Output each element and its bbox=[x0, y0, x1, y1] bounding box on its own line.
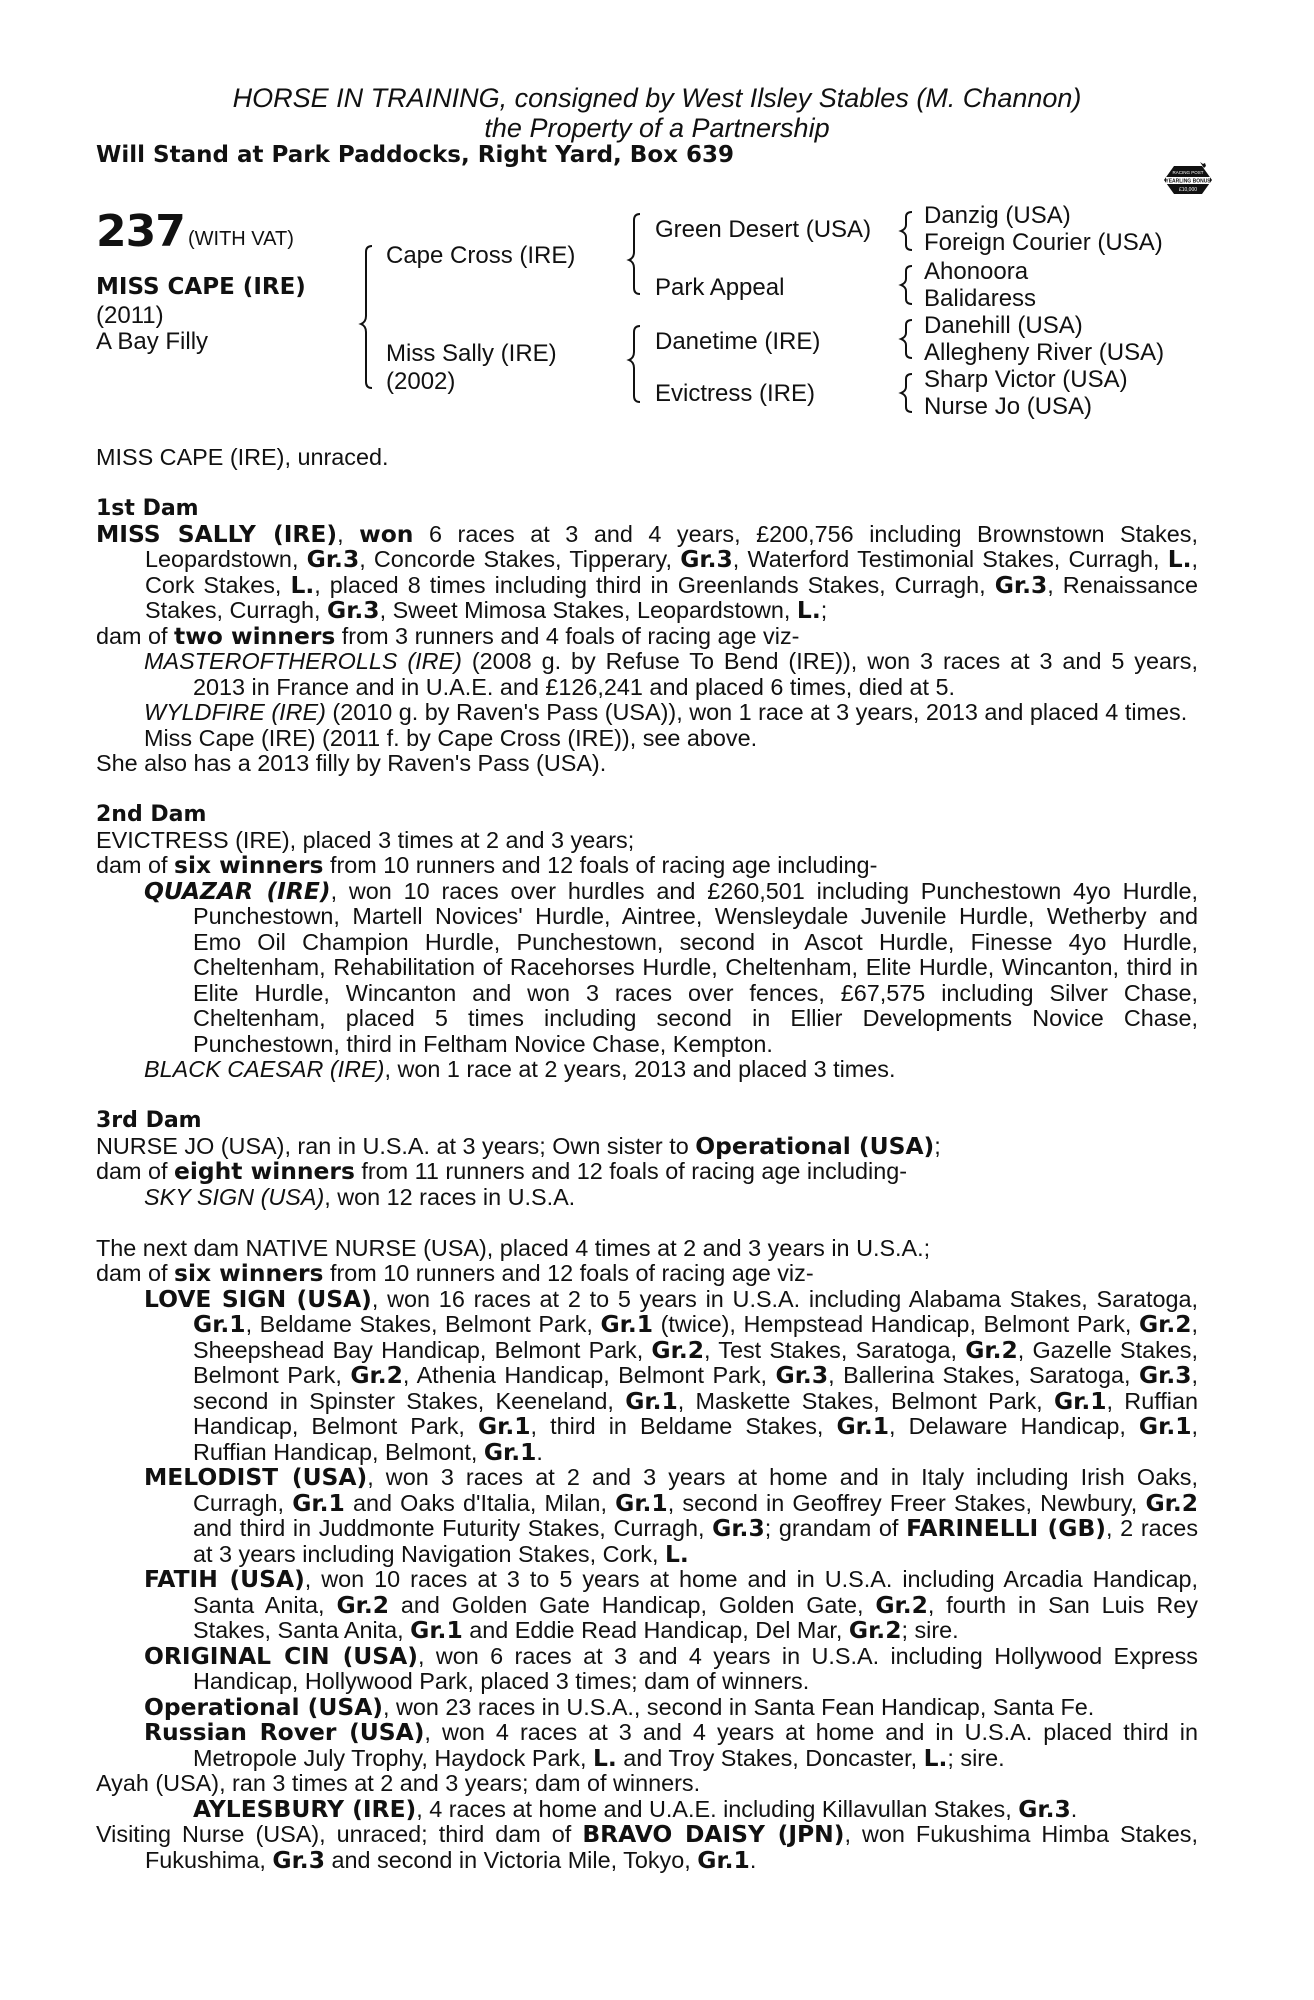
produce-entry: WYLDFIRE (IRE) (2010 g. by Raven's Pass (USA)), won 1 race at 3 years, 2013 and placed 4 times. bbox=[144, 699, 1188, 725]
grandchild-entry: AYLESBURY (IRE), 4 races at home and U.A.E. including Killavullan Stakes, Gr.3. bbox=[193, 1794, 1078, 1823]
third-dam-produce-summary: dam of eight winners from 11 runners and 12 foals of racing age including- bbox=[96, 1157, 908, 1185]
first-dam-record: MISS SALLY (IRE), won 6 races at 3 and 4 years, £200,756 including Brownstown Stakes, Leopardstown, Gr.3, Concorde Stakes, Tipperary, Gr.3, Waterford Testimonial Stakes, Curragh, L., Cork Stakes, L., placed 8 times including third in Greenlands Stakes, Curragh, Gr.3, Renaissance Stakes, Curragh, Gr.3, Sweet Mimosa Stakes, Leopardstown, L.; bbox=[96, 519, 1199, 624]
produce-entry: SKY SIGN (USA), won 12 races in U.S.A. bbox=[144, 1183, 576, 1210]
stand-location: Will Stand at Park Paddocks, Right Yard, Box 639 bbox=[96, 142, 734, 168]
section-heading-3rd-dam: 3rd Dam bbox=[96, 1108, 202, 1133]
produce-entry: Miss Cape (IRE) (2011 f. by Cape Cross (IRE)), see above. bbox=[144, 724, 758, 751]
produce-entry: QUAZAR (IRE), won 10 races over hurdles and £260,501 including Punchestown 4yo Hurdle, Punchestown, Martell Novices' Hurdle, Aintree, Wensleydale Juvenile Hurdle, Wetherby and Emo Oil Champion Hurdle, Punchestown, second in Ascot Hurdle, Finesse 4yo Hurdle, Cheltenham, Rehabilitation of Racehorses Hurdle, Cheltenham, Elite Hurdle, Wincanton, third in Elite Hurdle, Wincanton and won 3 races over fences, £67,575 including Silver Chase, Cheltenham, placed 5 times including second in Ellier Developments Novice Chase, Punchestown, third in Feltham Novice Chase, Kempton. bbox=[144, 876, 1198, 1057]
produce-entry: Operational (USA), won 23 races in U.S.A., second in Santa Fean Handicap, Santa Fe. bbox=[144, 1692, 1095, 1721]
section-heading-2nd-dam: 2nd Dam bbox=[96, 802, 207, 827]
intro-line: MISS CAPE (IRE), unraced. bbox=[96, 444, 389, 470]
pedigree-ggp: Allegheny River (USA) bbox=[924, 339, 1165, 366]
horse-name: MISS CAPE (IRE) bbox=[96, 274, 306, 300]
header-line-1: HORSE IN TRAINING, consigned by West Ilsley Stables (M. Channon) bbox=[232, 83, 1082, 113]
pedigree-ggp: Balidaress bbox=[924, 285, 1037, 312]
next-dam-record: The next dam NATIVE NURSE (USA), placed 4 times at 2 and 3 years in U.S.A.; bbox=[96, 1234, 931, 1261]
header-line-2: the Property of a Partnership bbox=[484, 113, 830, 143]
pedigree-ggp: Nurse Jo (USA) bbox=[924, 393, 1093, 420]
produce-entry: FATIH (USA), won 10 races at 3 to 5 years at home and in U.S.A. including Arcadia Handicap, Santa Anita, Gr.2 and Golden Gate Handicap, Golden Gate, Gr.2, fourth in San Luis Rey Stakes, Santa Anita, Gr.1 and Eddie Read Handicap, Del Mar, Gr.2; sire. bbox=[144, 1565, 1198, 1644]
vat-note: (WITH VAT) bbox=[188, 228, 294, 250]
produce-entry: Russian Rover (USA), won 4 races at 3 and 4 years at home and in U.S.A. placed third in Metropole July Trophy, Haydock Park, L. and Troy Stakes, Doncaster, L.; sire. bbox=[144, 1718, 1198, 1772]
third-dam-record: NURSE JO (USA), ran in U.S.A. at 3 years; Own sister to Operational (USA); bbox=[96, 1131, 941, 1160]
pedigree-dam-dam: Evictress (IRE) bbox=[655, 380, 816, 407]
lot-number: 237 bbox=[96, 206, 185, 257]
first-dam-note: She also has a 2013 filly by Raven's Pass (USA). bbox=[96, 750, 607, 776]
horse-year: (2011) bbox=[96, 302, 164, 329]
pedigree-ggp: Sharp Victor (USA) bbox=[924, 366, 1128, 393]
produce-entry: Ayah (USA), ran 3 times at 2 and 3 years; dam of winners. bbox=[96, 1770, 701, 1796]
pedigree-dam-sire: Danetime (IRE) bbox=[655, 328, 821, 355]
next-dam-produce-summary: dam of six winners from 10 runners and 12 foals of racing age viz- bbox=[96, 1259, 814, 1287]
svg-text:£10,000: £10,000 bbox=[1178, 187, 1198, 193]
produce-entry: MELODIST (USA), won 3 races at 2 and 3 years at home and in Italy including Irish Oaks, Curragh, Gr.1 and Oaks d'Italia, Milan, Gr.1, second in Geoffrey Freer Stakes, Newbury, Gr.2 and third in Juddmonte Futurity Stakes, Curragh, Gr.3; grandam of FARINELLI (GB), 2 races at 3 years including Navigation Stakes, Cork, L. bbox=[144, 1463, 1199, 1568]
catalogue-body bbox=[96, 445, 1198, 1873]
pedigree-sire: Cape Cross (IRE) bbox=[386, 242, 576, 269]
produce-entry: MASTEROFTHEROLLS (IRE) (2008 g. by Refuse To Bend (IRE)), won 3 races at 3 and 5 years, 2013 in France and in U.A.E. and £126,241 and placed 6 times, died at 5. bbox=[144, 648, 1198, 700]
pedigree-ggp: Danehill (USA) bbox=[924, 312, 1083, 339]
produce-entry: Visiting Nurse (USA), unraced; third dam of BRAVO DAISY (JPN), won Fukushima Himba Stakes, Fukushima, Gr.3 and second in Victoria Mile, Tokyo, Gr.1. bbox=[96, 1820, 1198, 1874]
svg-text:RACING POST: RACING POST bbox=[1172, 170, 1204, 175]
pedigree-dam-year: (2002) bbox=[386, 368, 456, 395]
pedigree-dam: Miss Sally (IRE) bbox=[386, 340, 557, 367]
section-heading-1st-dam: 1st Dam bbox=[96, 496, 199, 521]
produce-entry: BLACK CAESAR (IRE), won 1 race at 2 years, 2013 and placed 3 times. bbox=[144, 1056, 896, 1082]
produce-entry: LOVE SIGN (USA), won 16 races at 2 to 5 years in U.S.A. including Alabama Stakes, Saratoga, Gr.1, Beldame Stakes, Belmont Park, Gr.1 (twice), Hempstead Handicap, Belmont Park, Gr.2, Sheepshead Bay Handicap, Belmont Park, Gr.2, Test Stakes, Saratoga, Gr.2, Gazelle Stakes, Belmont Park, Gr.2, Athenia Handicap, Belmont Park, Gr.3, Ballerina Stakes, Saratoga, Gr.3, second in Spinster Stakes, Keeneland, Gr.1, Maskette Stakes, Belmont Park, Gr.1, Ruffian Handicap, Belmont Park, Gr.1, third in Beldame Stakes, Gr.1, Delaware Handicap, Gr.1, Ruffian Handicap, Belmont, Gr.1. bbox=[144, 1284, 1199, 1466]
pedigree-ggp: Foreign Courier (USA) bbox=[924, 229, 1163, 256]
second-dam-record: EVICTRESS (IRE), placed 3 times at 2 and 3 years; bbox=[96, 826, 635, 853]
pedigree-ggp: Ahonoora bbox=[924, 258, 1029, 285]
pedigree-sire-dam: Park Appeal bbox=[655, 274, 785, 301]
second-dam-produce-summary: dam of six winners from 10 runners and 12 foals of racing age including- bbox=[96, 851, 878, 879]
first-dam-produce-summary: dam of two winners from 3 runners and 4 foals of racing age viz- bbox=[96, 621, 800, 650]
produce-entry: ORIGINAL CIN (USA), won 6 races at 3 and 4 years in U.S.A. including Hollywood Express Handicap, Hollywood Park, placed 3 times; dam of winners. bbox=[144, 1641, 1198, 1694]
pedigree-sire-sire: Green Desert (USA) bbox=[655, 216, 872, 243]
pedigree-ggp: Danzig (USA) bbox=[924, 202, 1071, 229]
svg-text:YEARLING BONUS: YEARLING BONUS bbox=[1165, 178, 1211, 185]
horse-description: A Bay Filly bbox=[96, 328, 209, 355]
